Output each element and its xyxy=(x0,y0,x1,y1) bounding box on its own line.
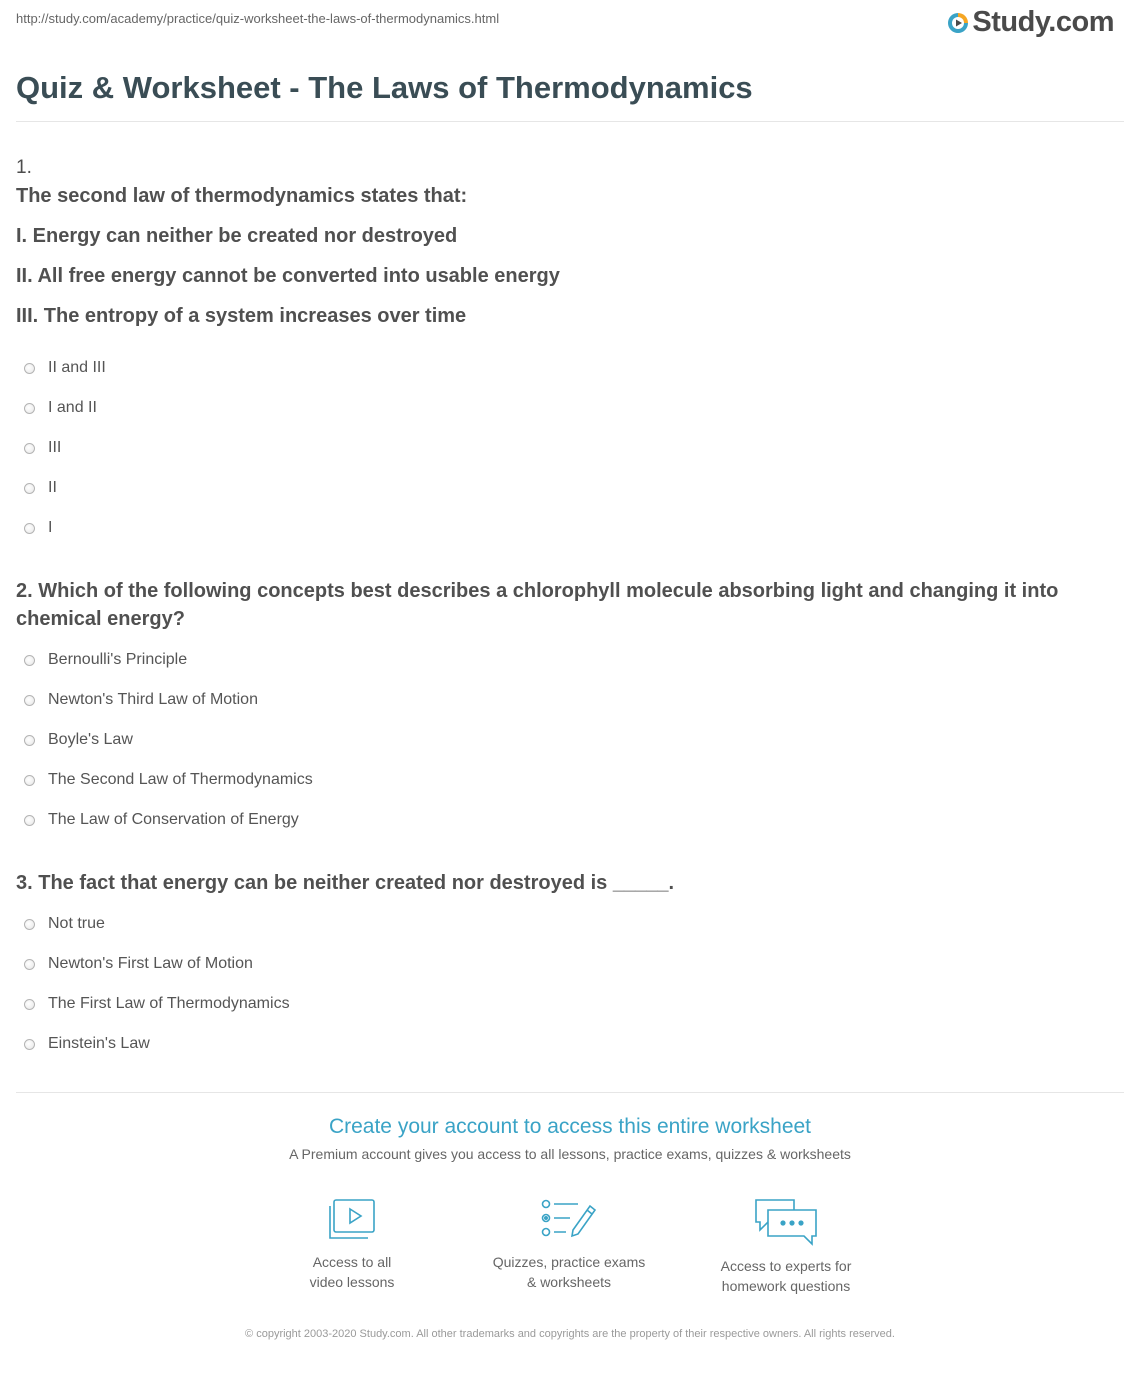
option-label: Newton's First Law of Motion xyxy=(48,955,253,972)
cta-subtitle: A Premium account gives you access to all lessons, practice exams, quizzes & worksheets xyxy=(289,1146,851,1162)
question-2-stem: 2. Which of the following concepts best describes a chlorophyll molecule absorbing light and changing it into chemical energy? xyxy=(16,580,1059,630)
study-logo-icon xyxy=(947,12,969,34)
radio-button[interactable] xyxy=(24,775,35,786)
feature-label: Access to experts for homework questions xyxy=(720,1258,852,1294)
feature-label: Quizzes, practice exams & worksheets xyxy=(492,1254,646,1290)
option-label: Newton's Third Law of Motion xyxy=(48,691,258,708)
page-title: Quiz & Worksheet - The Laws of Thermodynamics xyxy=(16,70,753,105)
quiz-checklist-icon xyxy=(540,1196,598,1242)
copyright-footer: © copyright 2003-2020 Study.com. All other trademarks and copyrights are the property of their respective owners. All rights reserved. xyxy=(245,1328,895,1340)
option-label: Einstein's Law xyxy=(48,1035,150,1052)
radio-button[interactable] xyxy=(24,363,35,374)
radio-button[interactable] xyxy=(24,815,35,826)
feature-quizzes xyxy=(469,1196,669,1292)
video-lessons-icon xyxy=(326,1196,378,1242)
header-divider xyxy=(16,121,1124,122)
radio-button[interactable] xyxy=(24,695,35,706)
question-2-option[interactable] xyxy=(24,689,258,711)
option-label: II xyxy=(48,479,57,496)
question-3-option[interactable] xyxy=(24,953,253,975)
page-url: http://study.com/academy/practice/quiz-worksheet-the-laws-of-thermodynamics.html xyxy=(16,11,500,26)
chat-experts-icon xyxy=(754,1196,818,1246)
radio-button[interactable] xyxy=(24,959,35,970)
question-3-option[interactable] xyxy=(24,913,105,935)
question-1-option[interactable] xyxy=(24,477,57,499)
option-label: The Second Law of Thermodynamics xyxy=(48,771,313,788)
feature-video-lessons xyxy=(252,1196,452,1292)
question-3-option[interactable] xyxy=(24,1033,150,1055)
question-2-option[interactable] xyxy=(24,729,133,751)
question-1-option[interactable] xyxy=(24,397,97,419)
cta-divider xyxy=(16,1092,1124,1093)
question-1-stem-line-4: III. The entropy of a system increases over time xyxy=(16,305,467,327)
option-label: Boyle's Law xyxy=(48,731,133,748)
radio-button[interactable] xyxy=(24,443,35,454)
question-2-option[interactable] xyxy=(24,809,299,831)
question-1-number: 1. xyxy=(16,157,32,178)
radio-button[interactable] xyxy=(24,999,35,1010)
radio-button[interactable] xyxy=(24,735,35,746)
option-label: Not true xyxy=(48,915,105,932)
question-1-option[interactable] xyxy=(24,437,61,459)
radio-button[interactable] xyxy=(24,483,35,494)
option-label: III xyxy=(48,439,62,456)
question-1-stem-line-1: The second law of thermodynamics states that: xyxy=(16,185,468,207)
question-2-option[interactable] xyxy=(24,649,187,671)
option-label: The Law of Conservation of Energy xyxy=(48,811,299,828)
cta-title-link[interactable]: Create your account to access this entire worksheet xyxy=(328,1115,812,1138)
radio-button[interactable] xyxy=(24,523,35,534)
option-label: II and III xyxy=(48,359,106,376)
radio-button[interactable] xyxy=(24,1039,35,1050)
question-3-option[interactable] xyxy=(24,993,290,1015)
feature-label: Access to all video lessons xyxy=(309,1254,395,1290)
option-label: Bernoulli's Principle xyxy=(48,651,188,668)
question-2-option[interactable] xyxy=(24,769,313,791)
question-1-option[interactable] xyxy=(24,517,52,539)
radio-button[interactable] xyxy=(24,919,35,930)
study-com-logo[interactable] xyxy=(947,6,1114,39)
question-3-stem: 3. The fact that energy can be neither created nor destroyed is _____. xyxy=(16,872,675,894)
radio-button[interactable] xyxy=(24,403,35,414)
feature-experts xyxy=(686,1196,886,1296)
logo-text: Study.com xyxy=(972,6,1114,38)
option-label: The First Law of Thermodynamics xyxy=(48,995,290,1012)
question-1-stem-line-2: I. Energy can neither be created nor destroyed xyxy=(16,225,458,247)
radio-button[interactable] xyxy=(24,655,35,666)
option-label: I xyxy=(48,519,53,536)
option-label: I and II xyxy=(48,399,97,416)
question-1-option[interactable] xyxy=(24,357,106,379)
question-1-stem-line-3: II. All free energy cannot be converted into usable energy xyxy=(16,265,560,287)
